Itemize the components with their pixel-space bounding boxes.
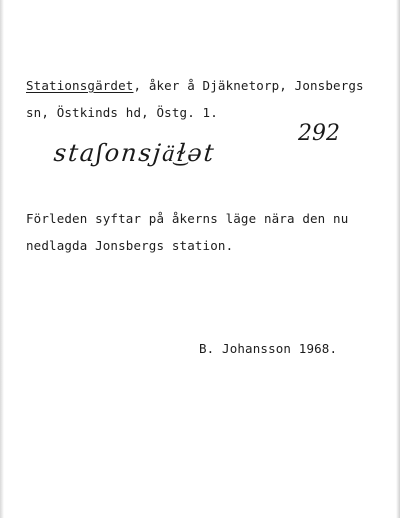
entry-line-2: sn, Östkinds hd, Östg. 1. xyxy=(26,105,218,120)
card-left-edge xyxy=(0,0,4,518)
entry-line-1 xyxy=(26,80,364,93)
phonetic-transcription: staʃonsjä͜ɫət xyxy=(52,139,217,167)
explanation-line-2: nedlagda Jonsbergs station. xyxy=(26,238,234,253)
entry-line-1-rest: , åker å Djäknetorp, Jonsbergs xyxy=(133,78,364,93)
signature-line: B. Johansson 1968. xyxy=(199,341,338,356)
card-number: 292 xyxy=(298,121,340,146)
explanation-line-1: Förleden syftar på åkerns läge nära den nu xyxy=(26,211,349,226)
card-right-edge xyxy=(396,0,400,518)
headword: Stationsgärdet xyxy=(26,78,134,93)
